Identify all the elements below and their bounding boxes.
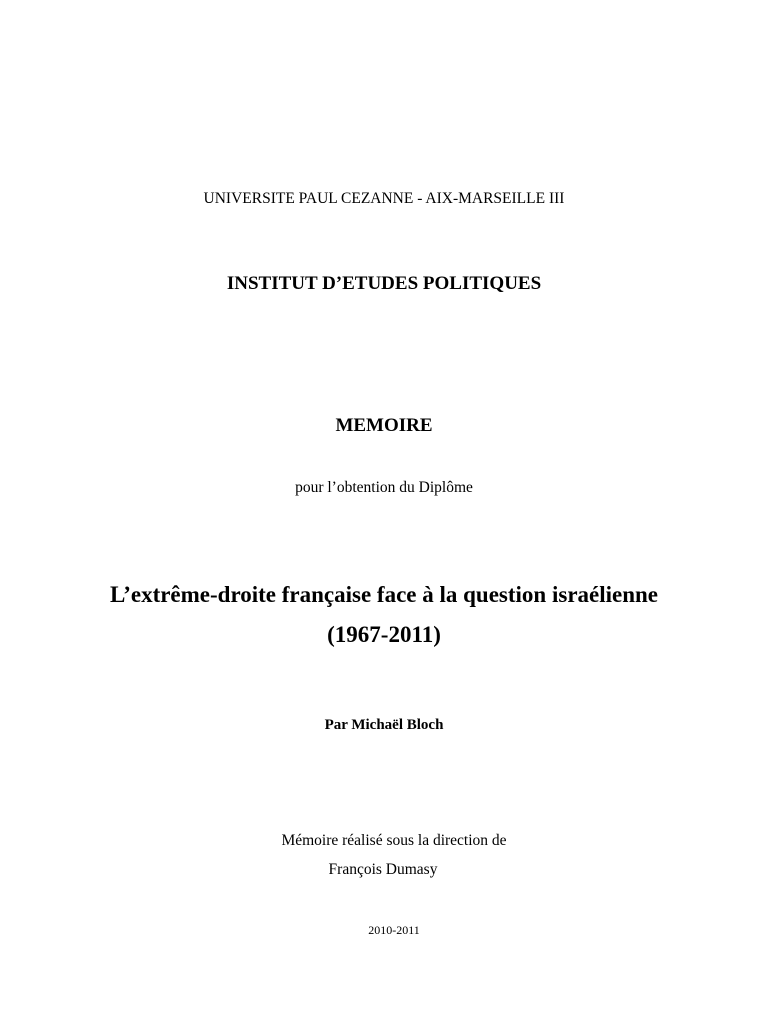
academic-year: 2010-2011 <box>368 923 420 937</box>
university-name: UNIVERSITE PAUL CEZANNE - AIX-MARSEILLE III <box>203 190 565 207</box>
document-type: MEMOIRE <box>335 415 433 436</box>
institute-name: INSTITUT D’ETUDES POLITIQUES <box>226 273 542 294</box>
direction-label: Mémoire réalisé sous la direction de <box>281 832 507 849</box>
supervisor-name: François Dumasy <box>328 861 438 878</box>
document-purpose: pour l’obtention du Diplôme <box>295 479 473 496</box>
thesis-title: L’extrême-droite française face à la question israélienne <box>109 582 659 607</box>
thesis-title-period: (1967-2011) <box>327 622 441 647</box>
author-name: Par Michaël Bloch <box>324 717 444 733</box>
